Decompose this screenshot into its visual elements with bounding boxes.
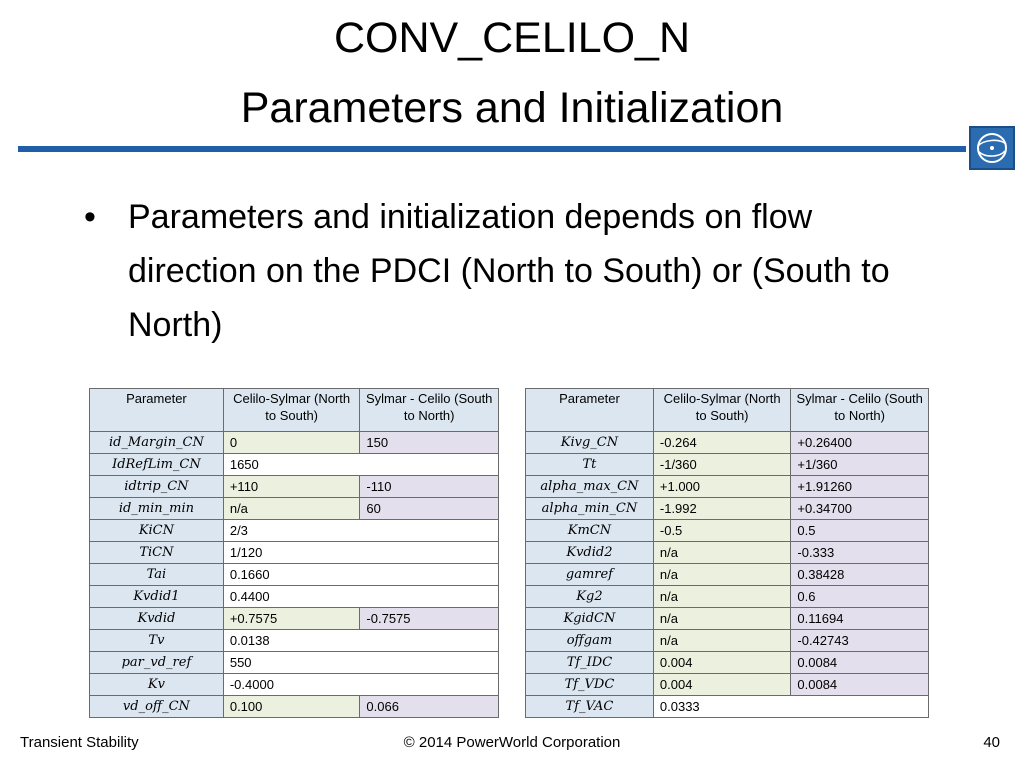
value-north-to-south: 0.004	[653, 674, 791, 696]
table-row	[526, 696, 929, 718]
table-header-row	[90, 389, 499, 432]
table-row	[90, 630, 499, 652]
table-row	[526, 476, 929, 498]
powerworld-globe-icon	[969, 126, 1015, 170]
slide-title-line-1: CONV_CELILO_N	[333, 14, 691, 62]
bullet-dot: •	[84, 198, 96, 236]
table-row	[526, 520, 929, 542]
value-south-to-north: 0.0084	[791, 674, 929, 696]
param-name: offgam	[526, 630, 654, 652]
value-south-to-north: +0.26400	[791, 432, 929, 454]
value-north-to-south: n/a	[653, 564, 791, 586]
value-both-directions: 2/3	[223, 520, 498, 542]
table-row	[526, 586, 929, 608]
value-north-to-south: +110	[223, 476, 360, 498]
table-row	[90, 586, 499, 608]
table-row	[526, 652, 929, 674]
table-row	[526, 454, 929, 476]
value-north-to-south: n/a	[653, 542, 791, 564]
value-both-directions: 1/120	[223, 542, 498, 564]
value-north-to-south: -0.264	[653, 432, 791, 454]
value-both-directions: 0.1660	[223, 564, 498, 586]
param-name: Tai	[90, 564, 224, 586]
table-row	[90, 608, 499, 630]
value-north-to-south: 0.100	[223, 696, 360, 718]
value-north-to-south: n/a	[653, 608, 791, 630]
value-south-to-north: 60	[360, 498, 499, 520]
param-name: TiCN	[90, 542, 224, 564]
param-name: Tf_VDC	[526, 674, 654, 696]
header-north-to-south: Celilo-Sylmar (North to South)	[223, 389, 360, 432]
param-name: Tt	[526, 454, 654, 476]
table-row	[526, 608, 929, 630]
table-row	[526, 674, 929, 696]
value-south-to-north: +1/360	[791, 454, 929, 476]
value-south-to-north: 0.0084	[791, 652, 929, 674]
slide-title-line-2: Parameters and Initialization	[240, 84, 784, 132]
param-name: gamref	[526, 564, 654, 586]
value-north-to-south: -1/360	[653, 454, 791, 476]
table-header-row	[526, 389, 929, 432]
table-row	[90, 674, 499, 696]
param-name: vd_off_CN	[90, 696, 224, 718]
table-row	[90, 498, 499, 520]
value-north-to-south: -1.992	[653, 498, 791, 520]
value-south-to-north: +0.34700	[791, 498, 929, 520]
header-parameter: Parameter	[90, 389, 224, 432]
table-row	[526, 542, 929, 564]
param-name: IdRefLim_CN	[90, 454, 224, 476]
table-row	[90, 432, 499, 454]
param-name: par_vd_ref	[90, 652, 224, 674]
param-name: Tf_VAC	[526, 696, 654, 718]
value-both-directions: 0.0333	[653, 696, 928, 718]
param-name: KgidCN	[526, 608, 654, 630]
value-south-to-north: 0.6	[791, 586, 929, 608]
param-name: Kvdid	[90, 608, 224, 630]
value-north-to-south: 0	[223, 432, 360, 454]
value-both-directions: -0.4000	[223, 674, 498, 696]
param-name: Tf_IDC	[526, 652, 654, 674]
param-name: Kivg_CN	[526, 432, 654, 454]
parameter-table-right	[525, 388, 929, 718]
value-south-to-north: -0.7575	[360, 608, 499, 630]
value-south-to-north: +1.91260	[791, 476, 929, 498]
value-both-directions: 550	[223, 652, 498, 674]
value-north-to-south: n/a	[653, 586, 791, 608]
value-south-to-north: -0.42743	[791, 630, 929, 652]
parameter-table-left	[89, 388, 499, 718]
value-south-to-north: 0.066	[360, 696, 499, 718]
value-south-to-north: -0.333	[791, 542, 929, 564]
param-name: Kvdid2	[526, 542, 654, 564]
table-row	[526, 564, 929, 586]
param-name: Tv	[90, 630, 224, 652]
param-name: Kvdid1	[90, 586, 224, 608]
title-rule	[18, 146, 966, 152]
table-row	[90, 652, 499, 674]
header-south-to-north: Sylmar - Celilo (South to North)	[360, 389, 499, 432]
table-row	[526, 498, 929, 520]
param-name: alpha_min_CN	[526, 498, 654, 520]
value-both-directions: 0.4400	[223, 586, 498, 608]
footer-copyright: © 2014 PowerWorld Corporation	[403, 734, 621, 751]
param-name: alpha_max_CN	[526, 476, 654, 498]
value-north-to-south: +1.000	[653, 476, 791, 498]
value-south-to-north: 0.38428	[791, 564, 929, 586]
header-parameter: Parameter	[526, 389, 654, 432]
page-number: 40	[983, 734, 1000, 751]
table-row	[90, 564, 499, 586]
table-row	[90, 520, 499, 542]
value-south-to-north: 0.11694	[791, 608, 929, 630]
table-row	[90, 476, 499, 498]
value-north-to-south: -0.5	[653, 520, 791, 542]
table-row	[526, 432, 929, 454]
value-south-to-north: 150	[360, 432, 499, 454]
table-row	[90, 696, 499, 718]
table-row	[526, 630, 929, 652]
value-north-to-south: 0.004	[653, 652, 791, 674]
header-south-to-north: Sylmar - Celilo (South to North)	[791, 389, 929, 432]
value-both-directions: 0.0138	[223, 630, 498, 652]
value-north-to-south: +0.7575	[223, 608, 360, 630]
value-south-to-north: 0.5	[791, 520, 929, 542]
table-row	[90, 454, 499, 476]
param-name: Kv	[90, 674, 224, 696]
value-south-to-north: -110	[360, 476, 499, 498]
value-both-directions: 1650	[223, 454, 498, 476]
header-north-to-south: Celilo-Sylmar (North to South)	[653, 389, 791, 432]
param-name: id_min_min	[90, 498, 224, 520]
param-name: idtrip_CN	[90, 476, 224, 498]
bullet-text: Parameters and initialization depends on flow direction on the PDCI (North to South) or (South to North)	[128, 198, 890, 344]
value-north-to-south: n/a	[223, 498, 360, 520]
param-name: id_Margin_CN	[90, 432, 224, 454]
param-name: KiCN	[90, 520, 224, 542]
param-name: Kg2	[526, 586, 654, 608]
table-row	[90, 542, 499, 564]
footer-left: Transient Stability	[20, 734, 139, 751]
param-name: KmCN	[526, 520, 654, 542]
value-north-to-south: n/a	[653, 630, 791, 652]
